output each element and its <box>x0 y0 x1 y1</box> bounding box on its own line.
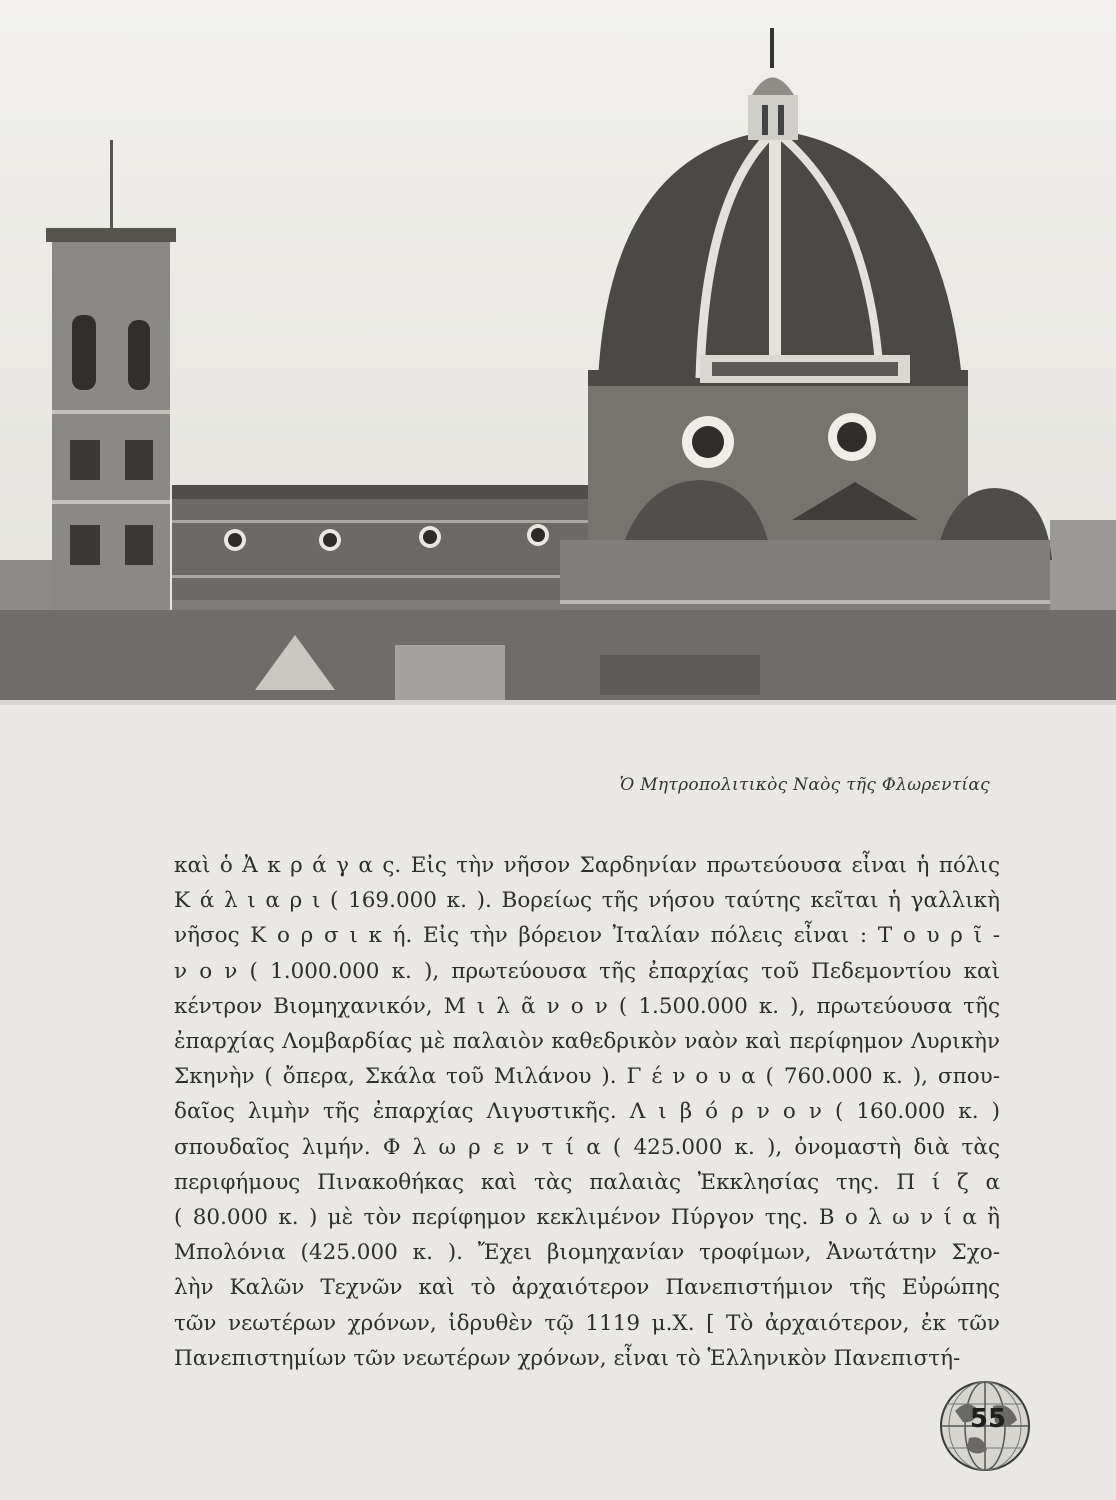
text-line: Κ ά λ ι α ρ ι ( 169.000 κ. ). Βορείως τῆς νήσου ταύτης κεῖται ἡ γαλλικὴ <box>174 888 1000 914</box>
text-line: Πανεπιστημίων τῶν νεωτέρων χρόνων, εἶναι τὸ Ἑλληνικὸν Πανεπιστή- <box>174 1345 961 1371</box>
text-line: δαῖος λιμὴν τῆς ἐπαρχίας Λιγυστικῆς. Λ ι β ό ρ ν ο ν ( 160.000 κ. ) <box>174 1099 1000 1125</box>
text-line: Μπολόνια (425.000 κ. ). Ἔχει βιομηχανίαν τροφίμων, Ἀνωτάτην Σχο- <box>174 1240 1000 1266</box>
text-line: σπουδαῖος λιμήν. Φ λ ω ρ ε ν τ ί α ( 425.000 κ. ), ὀνομαστὴ διὰ τὰς <box>174 1134 1000 1160</box>
text-line: ν ο ν ( 1.000.000 κ. ), πρωτεύουσα τῆς ἐπαρχίας τοῦ Πεδεμοντίου καὶ <box>174 958 1000 984</box>
body-text <box>174 848 1000 1376</box>
text-line: λὴν Καλῶν Τεχνῶν καὶ τὸ ἀρχαιότερον Πανεπιστήμιον τῆς Εὐρώπης <box>174 1275 1000 1301</box>
text-line: τῶν νεωτέρων χρόνων, ἱδρυθὲν τῷ 1119 μ.Χ. [ Τὸ ἀρχαιότερον, ἐκ τῶν <box>174 1310 1000 1336</box>
page-number: 55 <box>969 1404 1007 1434</box>
text-line: περιφήμους Πινακοθήκας καὶ τὰς παλαιὰς Ἐκκλησίας της. Π ί ζ α <box>174 1169 1000 1195</box>
text-line: νῆσος Κ ο ρ σ ι κ ή. Εἰς τὴν βόρειον Ἰταλίαν πόλεις εἶναι : Τ ο υ ρ ῖ - <box>174 923 1000 949</box>
text-line: ( 80.000 κ. ) μὲ τὸν περίφημον κεκλιμένον Πύργον της. Β ο λ ω ν ί α ἢ <box>174 1205 1000 1231</box>
text-line: κέντρον Βιομηχανικόν, Μ ι λ ᾶ ν ο ν ( 1.500.000 κ. ), πρωτεύουσα τῆς <box>174 993 1000 1019</box>
florence-cathedral-photo <box>0 0 1116 705</box>
photo-caption: Ὁ Μητροπολιτικὸς Ναὸς τῆς Φλωρεντίας <box>619 775 990 795</box>
text-line: Σκηνὴν ( ὄπερα, Σκάλα τοῦ Μιλάνου ). Γ έ ν ο υ α ( 760.000 κ. ), σπου- <box>174 1064 1000 1090</box>
text-line: καὶ ὁ Ἀ κ ρ ά γ α ς. Εἰς τὴν νῆσον Σαρδηνίαν πρωτεύουσα εἶναι ἡ πόλις <box>174 853 1000 878</box>
text-line: ἐπαρχίας Λομβαρδίας μὲ παλαιὸν καθεδρικὸν ναὸν καὶ περίφημον Λυρικὴν <box>174 1029 1000 1055</box>
